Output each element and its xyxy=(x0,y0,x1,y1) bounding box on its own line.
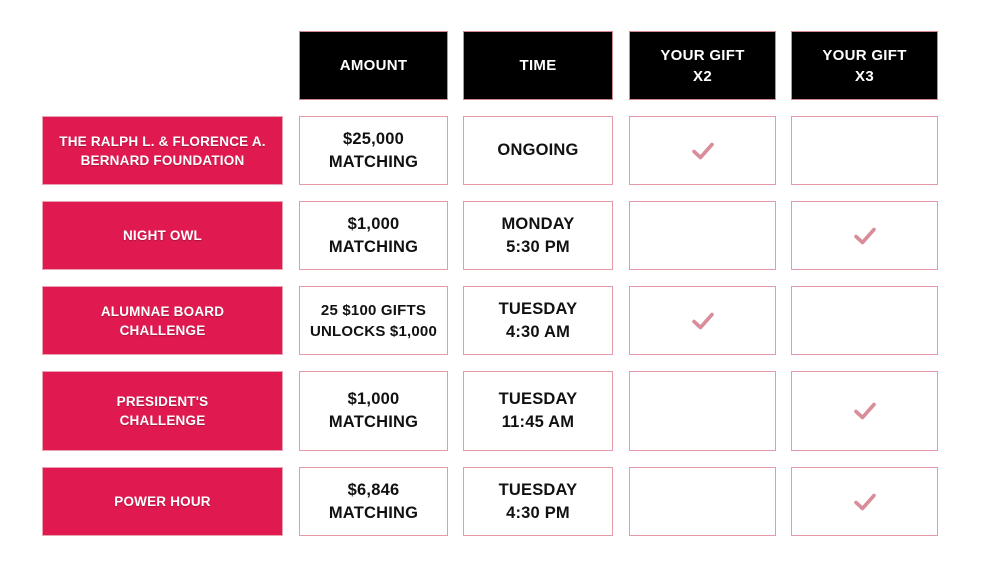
checkmark-icon xyxy=(853,401,877,421)
gift-x2-cell xyxy=(629,116,776,185)
checkmark-icon xyxy=(853,492,877,512)
time-text: MONDAY 5:30 PM xyxy=(501,214,575,256)
header-amount-label: AMOUNT xyxy=(339,57,408,74)
amount-cell xyxy=(299,467,448,536)
checkmark-icon xyxy=(853,226,877,246)
row-label-text: POWER HOUR xyxy=(114,494,211,509)
amount-cell xyxy=(299,371,448,451)
gift-x2-cell xyxy=(629,286,776,355)
time-cell xyxy=(463,467,613,536)
header-gift-x3-label: YOUR GIFT X3 xyxy=(822,46,907,85)
time-cell xyxy=(463,286,613,355)
gift-x2-cell xyxy=(629,371,776,451)
time-text: TUESDAY 11:45 AM xyxy=(498,390,578,431)
amount-cell xyxy=(299,116,448,185)
row-label-text: ALUMNAE BOARD CHALLENGE xyxy=(100,303,225,338)
row-label xyxy=(42,116,283,185)
time-text: TUESDAY 4:30 AM xyxy=(498,299,578,341)
checkmark-icon xyxy=(691,141,715,161)
amount-text: $1,000 MATCHING xyxy=(328,214,419,256)
time-text: ONGOING xyxy=(497,141,579,159)
gift-x3-cell xyxy=(791,116,938,185)
time-text: TUESDAY 4:30 PM xyxy=(498,480,578,522)
header-amount xyxy=(299,31,448,100)
time-cell xyxy=(463,116,613,185)
gift-x3-cell xyxy=(791,286,938,355)
row-label xyxy=(42,201,283,270)
gift-x3-cell xyxy=(791,371,938,451)
row-label-text: NIGHT OWL xyxy=(122,228,203,243)
gift-x2-cell xyxy=(629,201,776,270)
header-gift-x3 xyxy=(791,31,938,100)
row-label xyxy=(42,286,283,355)
amount-text: 25 $100 GIFTS UNLOCKS $1,000 xyxy=(309,301,437,340)
row-label xyxy=(42,467,283,536)
header-gift-x2 xyxy=(629,31,776,100)
amount-text: $25,000 MATCHING xyxy=(328,129,419,171)
amount-text: $1,000 MATCHING xyxy=(328,390,419,431)
time-cell xyxy=(463,201,613,270)
header-time xyxy=(463,31,613,100)
row-label xyxy=(42,371,283,451)
header-time-label: TIME xyxy=(519,57,557,74)
time-cell xyxy=(463,371,613,451)
row-label-text: THE RALPH L. & FLORENCE A. BERNARD FOUNDATION xyxy=(59,133,266,168)
row-label-text: PRESIDENT'S CHALLENGE xyxy=(116,394,209,428)
amount-cell xyxy=(299,286,448,355)
amount-cell xyxy=(299,201,448,270)
amount-text: $6,846 MATCHING xyxy=(328,480,419,522)
header-gift-x2-label: YOUR GIFT X2 xyxy=(660,46,745,85)
checkmark-icon xyxy=(691,311,715,331)
gift-x3-cell xyxy=(791,201,938,270)
gift-x3-cell xyxy=(791,467,938,536)
gift-x2-cell xyxy=(629,467,776,536)
